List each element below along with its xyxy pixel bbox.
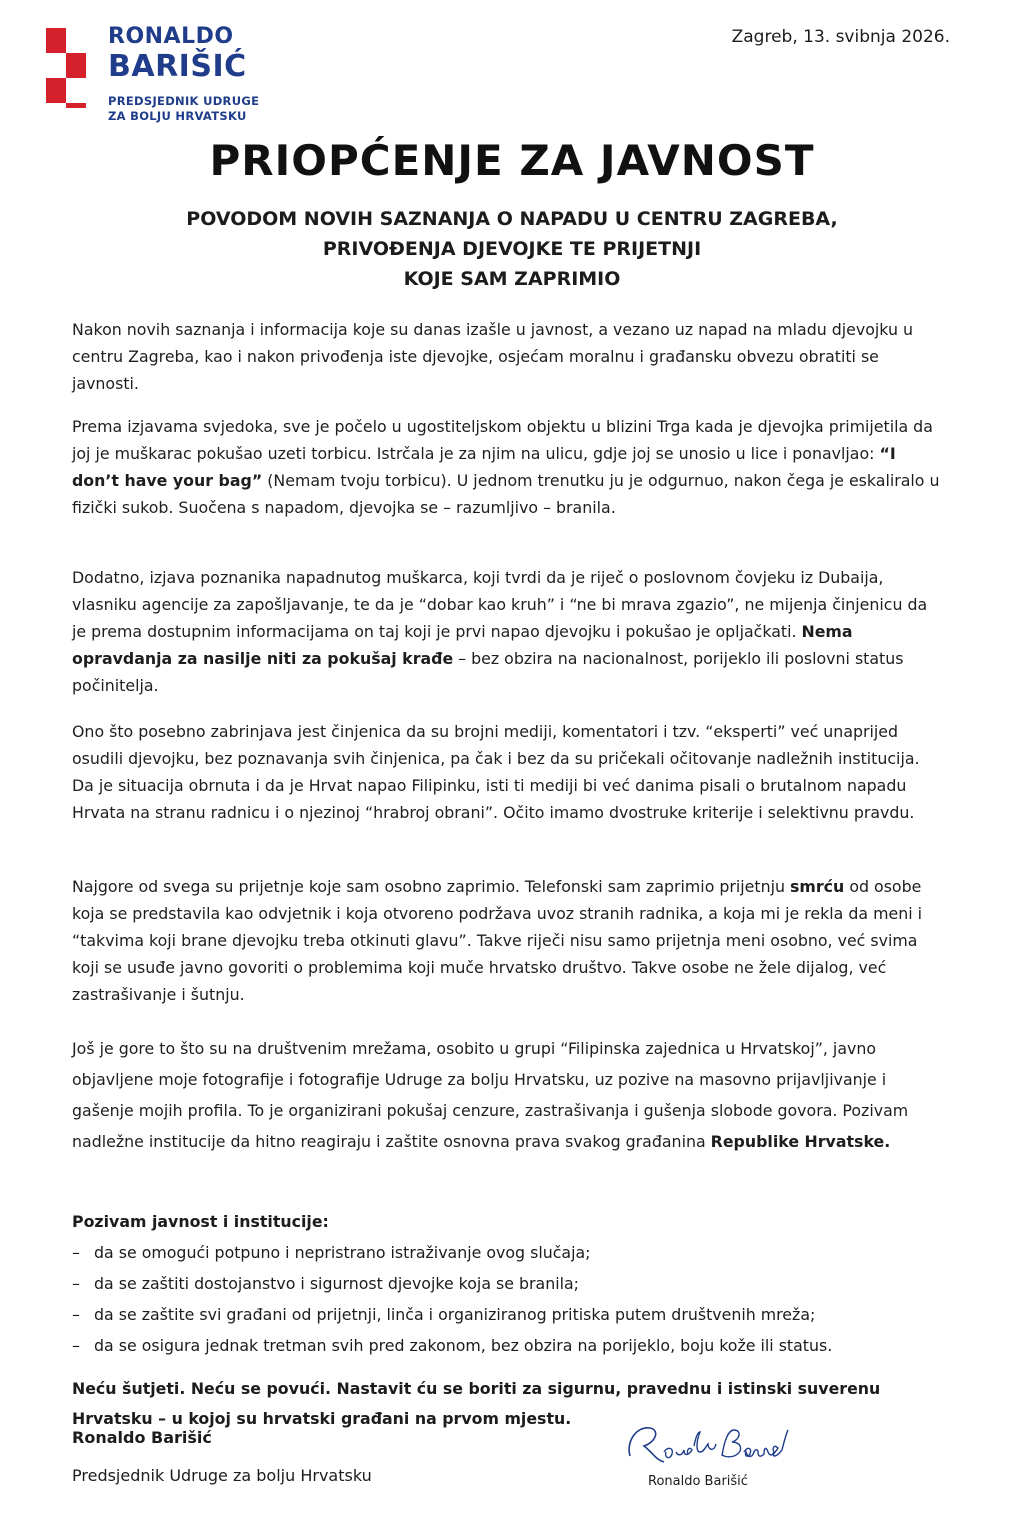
paragraph-1 [72,316,942,397]
signatory-name: Ronaldo Barišić [72,1428,212,1447]
paragraph-3-text-a: Dodatno, izjava poznanika napadnutog muškarca, koji tvrdi da je riječ o poslovnom čovjeku iz Dubaija, vlasniku agencije za zapošljavanje, te da je “dobar kao kruh” i “ne bi mrava zgazio”, ne mijenja činjenicu da je prema dostupnim informacijama on taj koji je prvi napao djevojku i pokušao je opljačkati. [72,568,928,641]
logo-name-last: BARIŠIĆ [108,49,247,84]
appeal-item: – da se osigura jednak tretman svih pred zakonom, bez obzira na porijeklo, boju kože ili status. [72,1330,952,1361]
paragraph-6-text-a: Još je gore to što su na društvenim mrežama, osobito u grupi “Filipinska zajednica u Hrvatskoj”, javno objavljene moje fotografije i fotografije Udruge za bolju Hrvatsku, uz pozive na masovno prijavljivanje i gašenje mojih profila. To je organizirani pokušaj cenzure, zastrašivanja i gušenja slobode govora. Pozivam nadležne institucije da hitno reagiraju i zaštite osnovna prava svakog građanina [72,1039,909,1151]
subtitle-line1: POVODOM NOVIH SAZNANJA O NAPADU U CENTRU ZAGREBA, [186,208,838,230]
paragraph-2 [72,413,942,521]
paragraph-2-text-c: (Nemam tvoju torbicu). U jednom trenutku ju je odgurnuo, nakon čega je eskaliralo u fizički sukob. Suočena s napadom, djevojka se – razumljivo – branila. [72,471,940,517]
paragraph-5 [72,873,942,1008]
logo-subtitle [108,94,259,124]
paragraph-3-text-c: – bez obzira na nacionalnost, porijeklo ili poslovni status počinitelja. [72,649,904,695]
appeal-item: – da se omogući potpuno i nepristrano istraživanje ovog slučaja; [72,1237,952,1268]
logo [46,26,286,126]
closing-statement: Neću šutjeti. Neću se povući. Nastavit ću se boriti za sigurnu, pravednu i istinski suverenu Hrvatsku – u kojoj su hrvatski građani na prvom mjestu. [72,1379,881,1428]
appeal-heading: Pozivam javnost i institucije: [72,1212,329,1231]
paragraph-4 [72,718,942,826]
paragraph-5-emphasis: smrću [790,877,845,896]
paragraph-1-text: Nakon novih saznanja i informacija koje su danas izašle u javnost, a vezano uz napad na mladu djevojku u centru Zagreba, kao i nakon privođenja iste djevojke, osjećam moralnu i građansku obvezu obratiti se javnosti. [72,320,914,393]
paragraph-2-quote: “I don’t have your bag” [72,444,896,490]
paragraph-3-emphasis: Nema opravdanja za nasilje niti za pokušaj krađe [72,622,853,668]
paragraph-5-text-a: Najgore od svega su prijetnje koje sam osobno zaprimio. Telefonski sam zaprimio prijetnju [72,877,791,896]
document-subtitle [0,204,1024,294]
appeal-section [72,1206,952,1361]
paragraph-2-text-a: Prema izjavama svjedoka, sve je počelo u ugostiteljskom objektu u blizini Trga kada je djevojka primijetila da joj je muškarac pokušao uzeti torbicu. Istrčala je za njim na ulicu, gdje joj se unosio u lice i ponavljao: [72,417,933,463]
paragraph-6 [72,1033,942,1157]
appeal-item: – da se zaštiti dostojanstvo i sigurnost djevojke koja se branila; [72,1268,952,1299]
logo-subtitle-line1: PREDSJEDNIK UDRUGE [108,94,260,108]
signature-caption: Ronaldo Barišić [648,1474,748,1489]
subtitle-line2: PRIVOĐENJA DJEVOJKE TE PRIJETNJI [322,238,702,260]
logo-subtitle-line2: ZA BOLJU HRVATSKU [108,109,247,123]
paragraph-5-text-c: od osobe koja se predstavila kao odvjetnik i koja otvoreno podržava uvoz stranih radnika, a koja mi je rekla da meni i “takvima koji brane djevojku treba otkinuti glavu”. Takve riječi nisu samo prijetnja meni osobno, već svima koji se usuđe javno govoriti o problemima koji muče hrvatsko društvo. Takve osobe ne žele dijalog, već zastrašivanje i šutnju. [72,877,923,1004]
logo-name-first: RONALDO [108,24,234,49]
paragraph-6-emphasis: Republike Hrvatske. [710,1132,891,1151]
paragraph-3 [72,564,942,699]
subtitle-line3: KOJE SAM ZAPRIMIO [403,268,621,290]
appeal-list [72,1237,952,1361]
handwritten-signature [616,1412,816,1478]
paragraph-4-text: Ono što posebno zabrinjava jest činjenica da su brojni mediji, komentatori i tzv. “eksperti” već unaprijed osudili djevojku, bez poznavanja svih činjenica, pa čak i bez da su pričekali očitovanje nadležnih institucija. Da je situacija obrnuta i da je Hrvat napao Filipinku, isti ti mediji bi već danima pisali o brutalnom napadu Hrvata na stranu radnicu i o njezinoj “hrabroj obrani”. Očito imamo dvostruke kriterije i selektivnu pravdu. [72,722,920,822]
document-date: Zagreb, 13. svibnja 2026. [731,27,950,47]
signatory-role: Predsjednik Udruge za bolju Hrvatsku [72,1466,372,1485]
appeal-item: – da se zaštite svi građani od prijetnji, linča i organiziranog pritiska putem društvenih mreža; [72,1299,952,1330]
document-title: PRIOPĆENJE ZA JAVNOST [209,136,815,185]
